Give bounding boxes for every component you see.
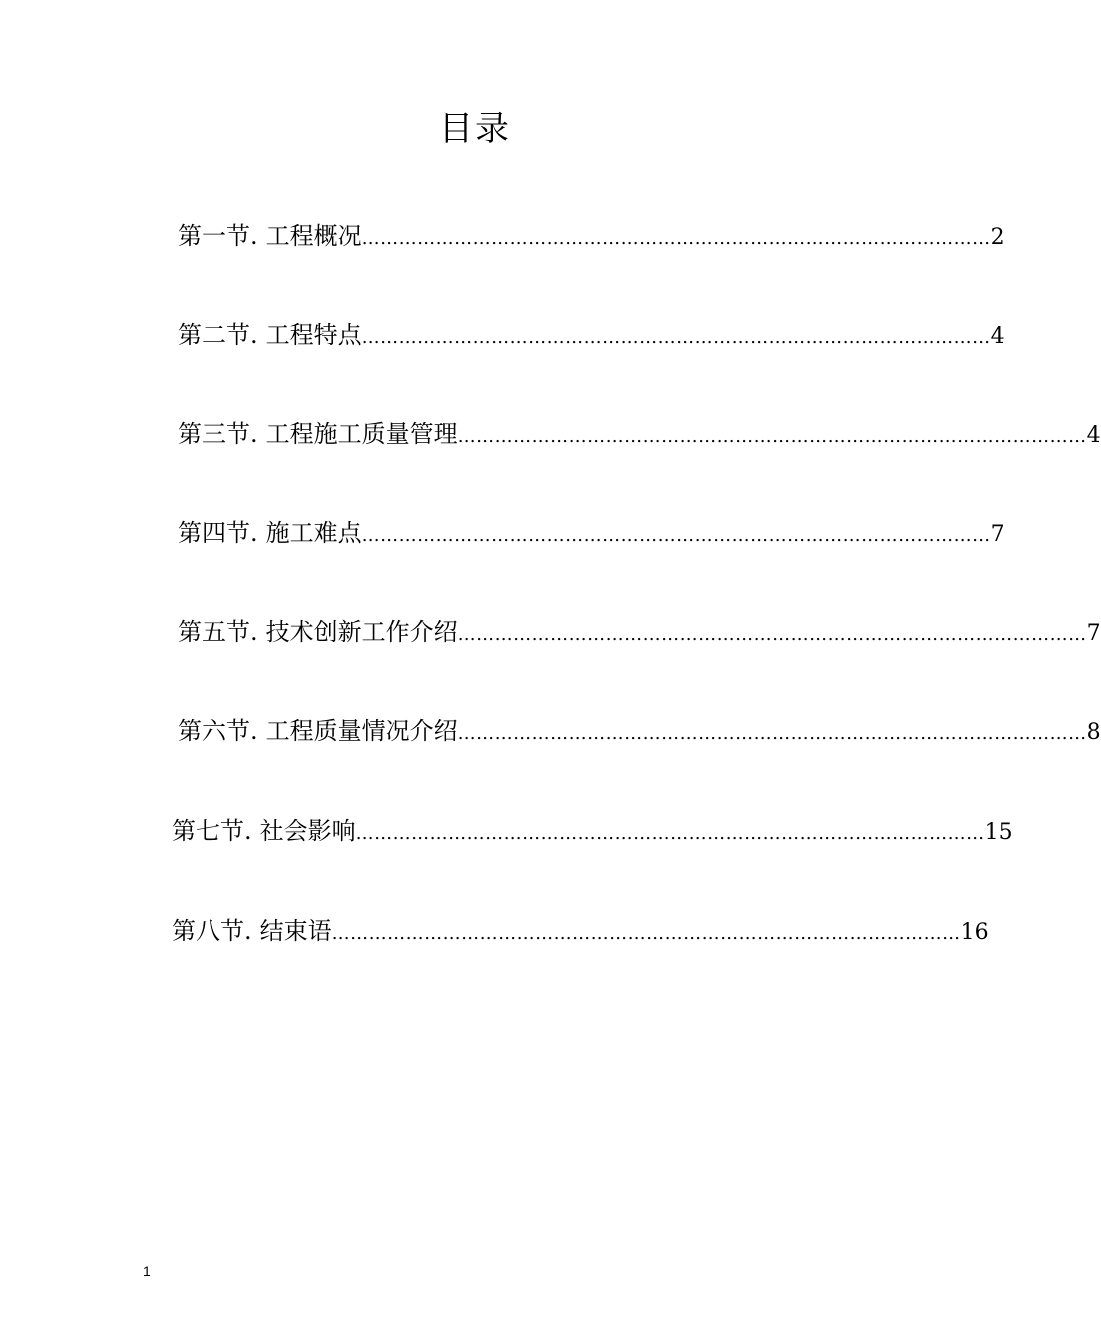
toc-leader-dots: ………………………………………………………………………………………… xyxy=(361,525,991,546)
toc-leader-dots: ………………………………………………………………………………………… xyxy=(457,723,1087,744)
toc-page-number: 7 xyxy=(1086,621,1101,646)
toc-section-title: 技术创新工作介绍 xyxy=(265,618,458,646)
toc-section-title: 社会影响 xyxy=(259,817,356,845)
toc-page-number: 4 xyxy=(1086,423,1101,448)
toc-section-label: 第六节. xyxy=(178,717,258,745)
toc-entry-3[interactable] xyxy=(178,414,1101,454)
toc-leader-dots: ………………………………………………………………………………………… xyxy=(361,228,991,249)
toc-entry-8[interactable] xyxy=(172,911,989,951)
toc-entry-2[interactable] xyxy=(178,315,1005,355)
toc-entry-7[interactable] xyxy=(172,811,1013,851)
toc-section-title: 工程概况 xyxy=(265,222,362,250)
toc-leader-dots: ………………………………………………………………………………………… xyxy=(457,426,1087,447)
toc-entry-1[interactable] xyxy=(178,216,1005,256)
toc-section-label: 第七节. xyxy=(172,817,252,845)
toc-section-label: 第五节. xyxy=(178,618,258,646)
toc-leader-dots: ………………………………………………………………………………………… xyxy=(361,327,991,348)
toc-section-title: 施工难点 xyxy=(265,519,362,547)
toc-page-number: 16 xyxy=(960,920,989,945)
toc-entry-5[interactable] xyxy=(178,612,1101,652)
toc-section-label: 第二节. xyxy=(178,321,258,349)
page-number: 1 xyxy=(143,1263,151,1279)
toc-leader-dots: ………………………………………………………………………………………… xyxy=(331,923,961,944)
toc-section-label: 第三节. xyxy=(178,420,258,448)
toc-section-label: 第四节. xyxy=(178,519,258,547)
toc-section-label: 第八节. xyxy=(172,917,252,945)
toc-page-number: 15 xyxy=(984,820,1013,845)
page-title: 目录 xyxy=(439,109,511,149)
toc-entry-4[interactable] xyxy=(178,513,1005,553)
toc-section-title: 工程施工质量管理 xyxy=(265,420,458,448)
toc-section-title: 工程质量情况介绍 xyxy=(265,717,458,745)
toc-entry-6[interactable] xyxy=(178,711,1101,751)
toc-page-number: 4 xyxy=(990,324,1005,349)
toc-page-number: 8 xyxy=(1086,720,1101,745)
toc-page-number: 2 xyxy=(990,225,1005,250)
toc-section-label: 第一节. xyxy=(178,222,258,250)
toc-page-number: 7 xyxy=(990,522,1005,547)
toc-section-title: 结束语 xyxy=(259,917,332,945)
toc-leader-dots: ………………………………………………………………………………………… xyxy=(457,624,1087,645)
toc-section-title: 工程特点 xyxy=(265,321,362,349)
toc-leader-dots: ………………………………………………………………………………………… xyxy=(355,823,985,844)
